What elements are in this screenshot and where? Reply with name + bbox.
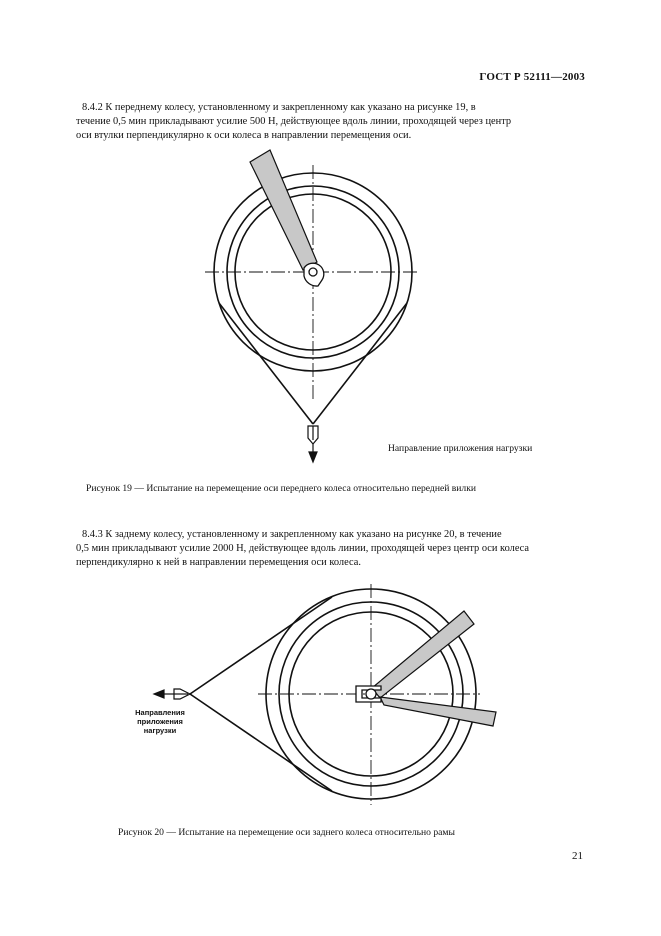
document-header: ГОСТ Р 52111—2003	[479, 71, 585, 83]
fig20-lower-frame-stay	[380, 697, 496, 726]
fig20-load-arrow-head	[154, 690, 164, 698]
fig20-tangent-top	[190, 597, 332, 694]
section-8-4-3-line2: 0,5 мин прикладывают усилие 2000 Н, действующее вдоль линии, проходящей через центр оси колеса	[76, 543, 530, 555]
fig20-tangent-bottom	[190, 694, 332, 791]
fig20-label-line1: Направления	[135, 708, 185, 717]
page-number: 21	[572, 850, 583, 862]
fig20-label-line2: приложения	[137, 717, 183, 726]
figure-20-caption: Рисунок 20 — Испытание на перемещение оси заднего колеса относительно рамы	[118, 827, 455, 838]
fig20-upper-frame-stay	[372, 611, 474, 698]
fig20-load-direction-label	[130, 708, 190, 735]
fig20-label-line3: нагрузки	[143, 726, 177, 735]
section-8-4-2-line3: оси втулки перпендикулярно к оси колеса в направлении перемещения оси.	[76, 130, 412, 142]
section-8-4-3-line1: 8.4.3 К заднему колесу, установленному и закрепленному как указано на рисунке 20, в течение	[82, 529, 502, 540]
fig19-load-direction-label: Направление приложения нагрузки	[388, 443, 533, 454]
section-8-4-2-line2: течение 0,5 мин прикладывают усилие 500 Н, действующее вдоль линии, проходящей через центр	[76, 116, 512, 128]
figure-19-caption: Рисунок 19 — Испытание на перемещение оси переднего колеса относительно передней вилки	[86, 483, 476, 494]
section-8-4-3-line3: перпендикулярно к ней в направлении перемещения оси колеса.	[76, 557, 361, 569]
section-8-4-2-line1: 8.4.2 К переднему колесу, установленному и закрепленному как указано на рисунке 19, в	[82, 102, 476, 113]
fig20-axle-center	[366, 689, 376, 699]
